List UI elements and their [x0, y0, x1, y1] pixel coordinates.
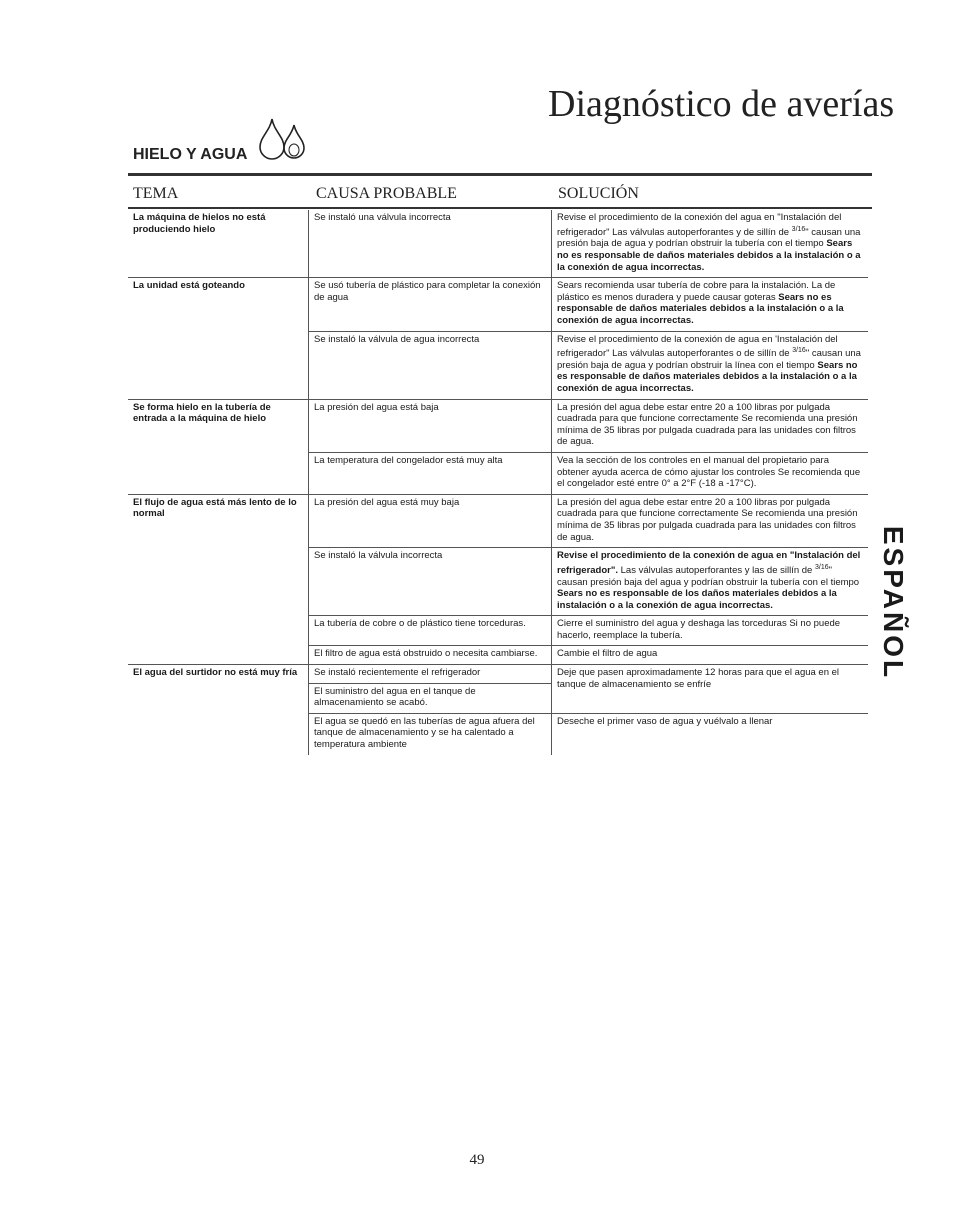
water-drops-icon	[258, 117, 310, 163]
solution-cell	[552, 616, 869, 646]
solution-text: Sears recomienda usar tubería de cobre para la instalación. La de plástico es menos duradera y puede causar goteras	[557, 280, 836, 303]
fraction-text: 3/16	[792, 347, 806, 355]
solution-text: Deje que pasen aproximadamente 12 horas para que el agua en el tanque de almacenamiento se enfríe	[557, 667, 840, 690]
solution-cell	[552, 331, 869, 399]
cause-cell: La presión del agua está muy baja	[309, 494, 552, 547]
page-number: 49	[469, 1152, 485, 1168]
cause-cell: Se instaló recientemente el refrigerador	[309, 665, 552, 684]
column-header-tema: TEMA	[133, 185, 179, 202]
issue-cell: La unidad está goteando	[128, 278, 309, 400]
solution-text: La presión del agua debe estar entre 20 a 100 libras por pulgada cuadrada para que funcione correctamente Se recomienda una presión mínima de 35 libras por pulgada cuadrada para las unidades con filtros de agua.	[557, 401, 858, 448]
table-row	[128, 278, 868, 331]
cause-cell: El suministro del agua en el tanque de almacenamiento se acabó.	[309, 683, 552, 713]
solution-cell	[552, 210, 869, 278]
section-title: HIELO Y AGUA	[133, 146, 248, 163]
fraction-text: 3/16	[791, 225, 806, 233]
issue-cell: La máquina de hielos no está produciendo hielo	[128, 210, 309, 278]
table-row	[128, 494, 868, 547]
issue-cell: El agua del surtidor no está muy fría	[133, 667, 298, 679]
solution-cell	[552, 548, 869, 616]
solution-bold-text: Sears no es responsable de daños materiales debidos a la instalación o a la conexión de agua incorrectas.	[557, 359, 858, 395]
solution-text: Las válvulas autoperforantes y las de sillín de	[618, 564, 815, 576]
cause-cell: Se instaló la válvula de agua incorrecta	[309, 331, 552, 399]
cause-cell: Se usó tubería de plástico para completar la conexión de agua	[309, 278, 552, 331]
cause-cell: La temperatura del congelador está muy alta	[309, 453, 552, 495]
solution-text: " causan una presión baja de agua y podrían obstruir la tubería con el tiempo	[557, 226, 861, 250]
cause-cell: Se instaló la válvula incorrecta	[309, 548, 552, 616]
solution-bold-text: Sears no es responsable de los daños materiales debidos a la instalación o a la conexión de agua incorrectas.	[557, 588, 837, 611]
language-side-tab	[878, 512, 908, 694]
solution-cell	[552, 453, 869, 495]
cause-cell: El agua se quedó en las tuberías de agua afuera del tanque de almacenamiento y se ha calentado a temperatura ambiente	[309, 713, 552, 754]
solution-text: " causan una presión baja de agua y podrían obstruir la línea con el tiempo	[557, 348, 861, 371]
solution-text: Cierre el suministro del agua y deshaga las torceduras Si no puede hacerlo, reemplace la tubería.	[557, 618, 841, 641]
solution-bold-text: Sears no es responsable de daños materiales debidos a la instalación o a la conexión de agua incorrectas.	[557, 291, 844, 326]
issue-cell: Se forma hielo en la tubería de entrada a la máquina de hielo	[128, 399, 309, 494]
solution-bold-text: Revise el procedimiento de la conexión de agua en "Instalación del refrigerador".	[557, 550, 861, 576]
table-row	[128, 665, 868, 684]
troubleshooting-table	[128, 210, 868, 755]
solution-cell	[552, 713, 869, 754]
solution-cell	[552, 278, 869, 331]
fraction-text: 3/16	[814, 563, 829, 571]
column-header-rule	[128, 207, 872, 209]
language-label: ESPAÑOL	[878, 525, 909, 681]
solution-text: Revise el procedimiento de la conexión de agua en 'Instalación del refrigerador" Las válvulas autoperforantes o de sillín de	[557, 333, 838, 360]
cause-cell: Se instaló una válvula incorrecta	[309, 210, 552, 278]
solution-cell	[552, 665, 869, 714]
solution-text: Revise el procedimiento de la conexión del agua en "Instalación del refrigerador" Las válvulas autoperforantes y de sillín de	[557, 212, 842, 238]
cause-cell: La presión del agua está baja	[309, 399, 552, 452]
cause-cell: La tubería de cobre o de plástico tiene torceduras.	[309, 616, 552, 646]
solution-text: " causan presión baja del agua y podrían obstruir la tubería con el tiempo	[557, 564, 860, 588]
issue-cell: El flujo de agua está más lento de lo normal	[128, 494, 309, 664]
header-rule	[128, 173, 872, 176]
column-header-causa: CAUSA PROBABLE	[316, 185, 457, 202]
solution-text: Cambie el filtro de agua	[557, 648, 658, 660]
column-header-solucion: SOLUCIÓN	[558, 185, 639, 202]
solution-text: La presión del agua debe estar entre 20 a 100 libras por pulgada cuadrada para que funcione correctamente Se recomienda una presión mínima de 35 libras por pulgada cuadrada para las unidades con filtros de agua.	[557, 496, 858, 543]
solution-bold-text: Sears no es responsable de daños materiales debidos a la instalación o a la conexión de agua incorrectas.	[557, 238, 861, 273]
page-title: Diagnóstico de averías	[548, 83, 895, 125]
table-row	[128, 210, 868, 278]
cause-cell: El filtro de agua está obstruido o necesita cambiarse.	[309, 646, 552, 665]
solution-cell	[552, 399, 869, 452]
solution-cell	[552, 494, 869, 547]
table-row	[128, 399, 868, 452]
solution-text: Vea la sección de los controles en el manual del propietario para obtener ayuda acerca de cómo ajustar los controles Se recomienda que el congelador esté entre 0° a 2°F (-18 a -17°C).	[557, 455, 861, 490]
solution-text: Deseche el primer vaso de agua y vuélvalo a llenar	[557, 715, 773, 727]
solution-cell	[552, 646, 869, 665]
